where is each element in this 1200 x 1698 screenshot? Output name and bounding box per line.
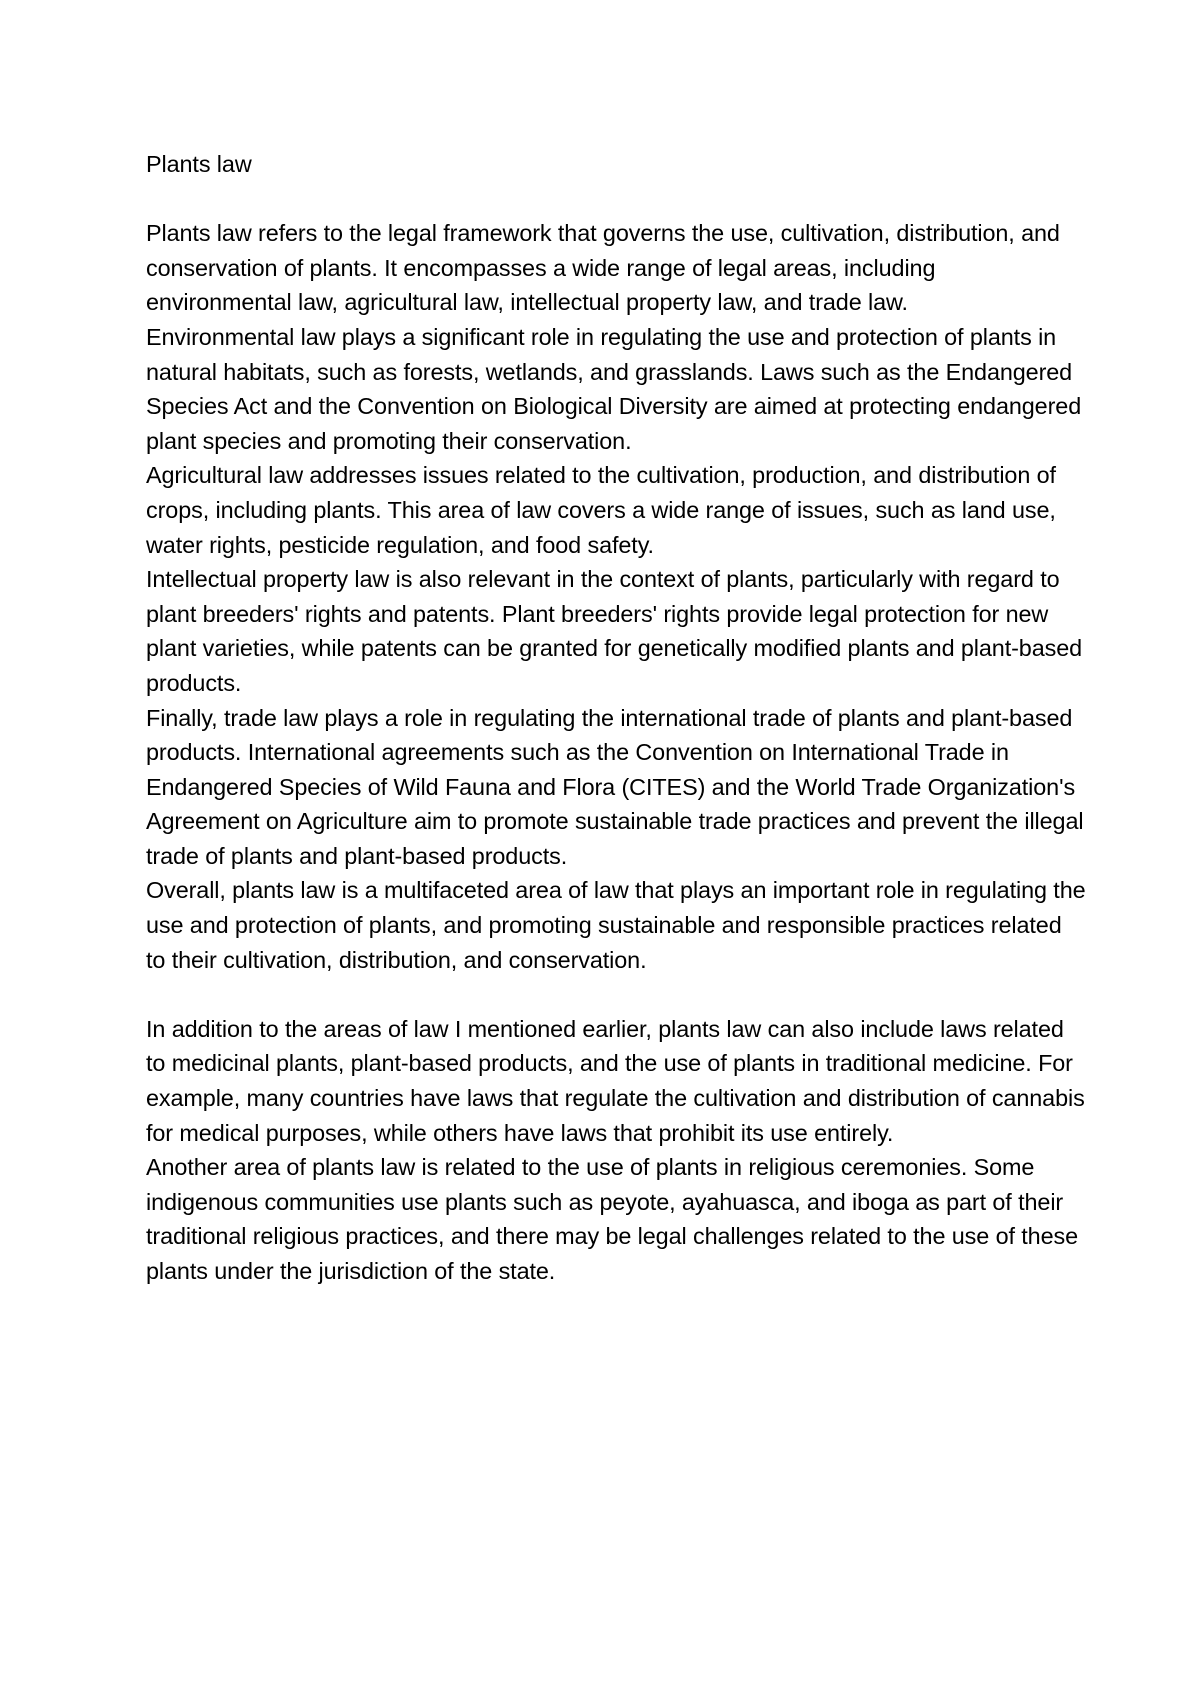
paragraph-definition: Plants law refers to the legal framework that governs the use, cultivation, distribution, and conservation of plants. It encompasses a wide range of legal areas, including environmental law, agricultural law, intellectual property law, and trade law. [146,220,1060,316]
paragraph-intellectual-property-law: Intellectual property law is also relevant in the context of plants, particularly with regard to plant breeders' rights and patents. Plant breeders' rights provide legal protection for new plant varieties, while patents can be granted for genetically modified plants and plant-based products. [146,566,1083,696]
paragraph-environmental-law: Environmental law plays a significant role in regulating the use and protection of plants in natural habitats, such as forests, wetlands, and grasslands. Laws such as the Endangered Species Act and the Convention on Biological Diversity are aimed at protecting endangered plant species and promoting their conservation. [146,323,1082,454]
paragraph-religious-ceremonies: Another area of plants law is related to the use of plants in religious ceremonies. Some indigenous communities use plants such as peyote, ayahuasca, and iboga as part of their traditional religious practices, and there may be legal challenges related to the use of these plants under the jurisdiction of the state. [146,1154,1078,1284]
paragraph-agricultural-law: Agricultural law addresses issues related to the cultivation, production, and distribution of crops, including plants. This area of law covers a wide range of issues, such as land use, water rights, pesticide regulation, and food safety. [146,462,1056,558]
paragraph-overall: Overall, plants law is a multifaceted area of law that plays an important role in regulating the use and protection of plants, and promoting sustainable and responsible practices related to their cultivation, distribution, and conservation. [146,877,1086,973]
paragraph-medicinal-plants: In addition to the areas of law I mentioned earlier, plants law can also include laws related to medicinal plants, plant-based products, and the use of plants in traditional medicine. For example, many countries have laws that regulate the cultivation and distribution of cannabis for medical purposes, while others have laws that prohibit its use entirely. [146,1015,1085,1146]
document-title: Plants law [146,151,252,177]
document-body [146,147,1086,1289]
paragraph-trade-law: Finally, trade law plays a role in regulating the international trade of plants and plant-based products. International agreements such as the Convention on International Trade in Endangered Species of Wild Fauna and Flora (CITES) and the World Trade Organization's Agreement on Agriculture aim to promote sustainable trade practices and prevent the illegal trade of plants and plant-based products. [146,704,1084,869]
